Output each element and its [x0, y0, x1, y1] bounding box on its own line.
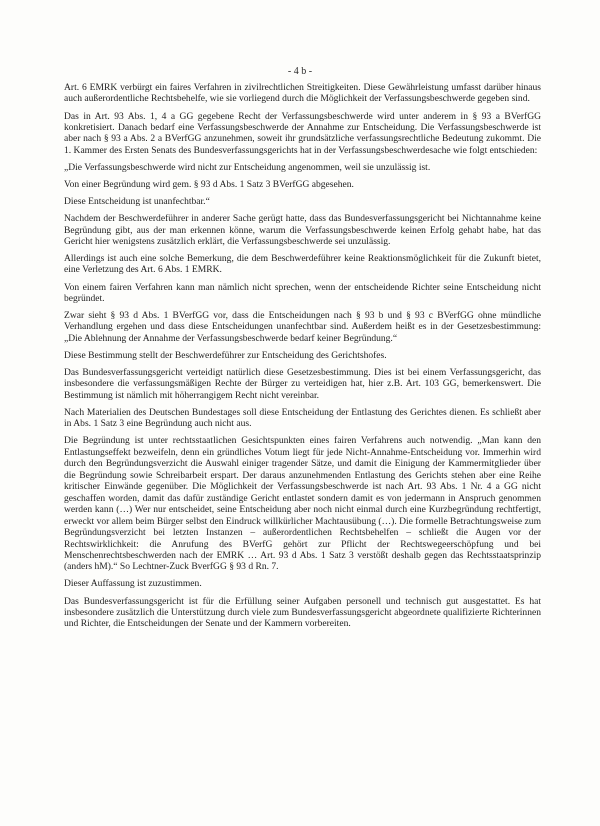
paragraph-reasoning-necessary: Die Begründung ist unter rechtsstaatlichen Gesichtspunkten eines fairen Verfahrens auch notwendig. „Man kann den Entlastungseffekt bezweifeln, denn ein gründliches Votum liegt für jede Nicht-Annahme-Entscheidung vor. Immerhin wird durch den Begründungsverzicht die Auswahl einiger tragender Sätze, und damit die Einigung der Kammermitglieder über die Begründung sowie Schreibarbeit erspart. Der daraus anzunehmenden Entlastung des Gerichts stehen aber eine Reihe kritischer Einwände gegenüber. Die Möglichkeit der Verfassungsbeschwerde ist nach Art. 93 Abs. 1 Nr. 4 a GG nicht geschaffen worden, damit das dafür zuständige Gericht entlastet sondern damit es von jedermann in Anspruch genommen werden kann (…) Wer nur entscheidet, seine Entscheidung aber noch nicht einmal durch eine Kurzbegründung rechtfertigt, erweckt vor allem beim Bürger selbst den Eindruck willkürlicher Machtausübung (…). Die formelle Betrachtungsweise zum Begründungsverzicht bei letzten Instanzen – außerordentlichen Rechtsbehelfen – schließt die Augen vor der Rechtswirklichkeit: die Anrufung des BVerfG gehört zur Pflicht der Rechtswegeerschöpfung und bei Menschenrechtsbeschwerden nach der EMRK … Art. 93 d Abs. 1 Satz 3 verstößt deshalb gegen das Rechtsstaatsprinzip (anders hM).“ So Lechtner-Zuck BverfGG § 93 d Rn. 7.: [64, 435, 541, 573]
paragraph-constitutional-complaint-right: Das in Art. 93 Abs. 1, 4 a GG gegebene Recht der Verfassungsbeschwerde wird unter anderem in § 93 a BVerfGG konkretisiert. Danach bedarf eine Verfassungsbeschwerde der Annahme zur Entscheidung. Die Verfassungsbeschwerde ist aber nach § 93 a Abs. 2 a BVerfGG anzunehmen, soweit ihr grundsätzliche verfassungsrechtliche Bedeutung zukommt. Die 1. Kammer des Ersten Senats des Bundesverfassungsgerichts hat in der Verfassungsbeschwerdesache wie folgt entschieden:: [64, 110, 541, 156]
paragraph-quote-unappealable: Diese Entscheidung ist unanfechtbar.“: [64, 196, 210, 207]
paragraph-complainant-objection: Nachdem der Beschwerdeführer in anderer Sache gerügt hatte, dass das Bundesverfassungsgericht bei Nichtannahme keine Begründung gibt, aus der man erkennen könne, warum die Verfassungsbeschwerde keinen Erfolg gehabt habe, hat das Gericht hier wenigstens zusätzlich erklärt, die Verfassungsbeschwerde sei unzulässig.: [64, 213, 541, 247]
document-body: [64, 82, 541, 635]
paragraph-quote-not-accepted: „Die Verfassungsbeschwerde wird nicht zur Entscheidung angenommen, weil sie unzulässig ist.: [64, 161, 431, 173]
paragraph-violation-art6: Allerdings ist auch eine solche Bemerkung, die dem Beschwerdeführer keine Reaktionsmöglichkeit für die Zukunft bietet, eine Verletzung des Art. 6 Abs. 1 EMRK.: [64, 253, 541, 276]
paragraph-submission-to-court: Diese Bestimmung stellt der Beschwerdeführer zur Entscheidung des Gerichtshofes.: [64, 349, 387, 361]
paragraph-court-defends-provision: Das Bundesverfassungsgericht verteidigt natürlich diese Gesetzesbestimmung. Dies ist bei einem Verfassungsgericht, das insbesondere die verfassungsmäßigen Rechte der Bürger zu verteidigen hat, hier z.B. Art. 103 GG, bemerkenswert. Die Bestimmung ist nämlich mit höherrangigem Recht nicht vereinbar.: [64, 367, 541, 401]
paragraph-emrk-fair-trial: Art. 6 EMRK verbürgt ein faires Verfahren in zivilrechtlichen Streitigkeiten. Diese Gewährleistung umfasst darüber hinaus auch außerordentliche Rechtsbehelfe, wie sie vorliegend durch die Möglichkeit der Verfassungsbeschwerde gegeben sind.: [64, 82, 541, 105]
paragraph-court-resources: Das Bundesverfassungsgericht ist für die Erfüllung seiner Aufgaben personell und technisch gut ausgestattet. Es hat insbesondere zusätzlich die Unterstützung durch viele zum Bundesverfassungsgericht abgeordnete qualifizierte Richterinnen und Richter, die Entscheidungen der Senate und der Kammern vorbereiten.: [64, 595, 541, 630]
paragraph-fair-procedure: Von einem fairen Verfahren kann man nämlich nicht sprechen, wenn der entscheidende Richter seine Entscheidung nicht begründet.: [64, 281, 541, 304]
paragraph-bundestag-materials: Nach Materialien des Deutschen Bundestages soll diese Entscheidung der Entlastung des Gerichtes dienen. Es schließt aber in Abs. 1 Satz 3 eine Begründung auch nicht aus.: [64, 406, 541, 430]
page-number: - 4 b -: [287, 66, 313, 77]
paragraph-93d-provision: Zwar sieht § 93 d Abs. 1 BVerfGG vor, dass die Entscheidungen nach § 93 b und § 93 c BVerfGG ohne mündliche Verhandlung ergehen und dass diese Entscheidungen unanfechtbar sind. Außerdem heißt es in der Gesetzesbestimmung: „Die Ablehnung der Annahme der Verfassungsbeschwerde bedarf keiner Begründung.“: [64, 310, 541, 344]
paragraph-quote-no-reason: Von einer Begründung wird gem. § 93 d Abs. 1 Satz 3 BVerfGG abgesehen.: [64, 178, 354, 190]
paragraph-agreement: Dieser Auffassung ist zuzustimmen.: [64, 578, 202, 590]
